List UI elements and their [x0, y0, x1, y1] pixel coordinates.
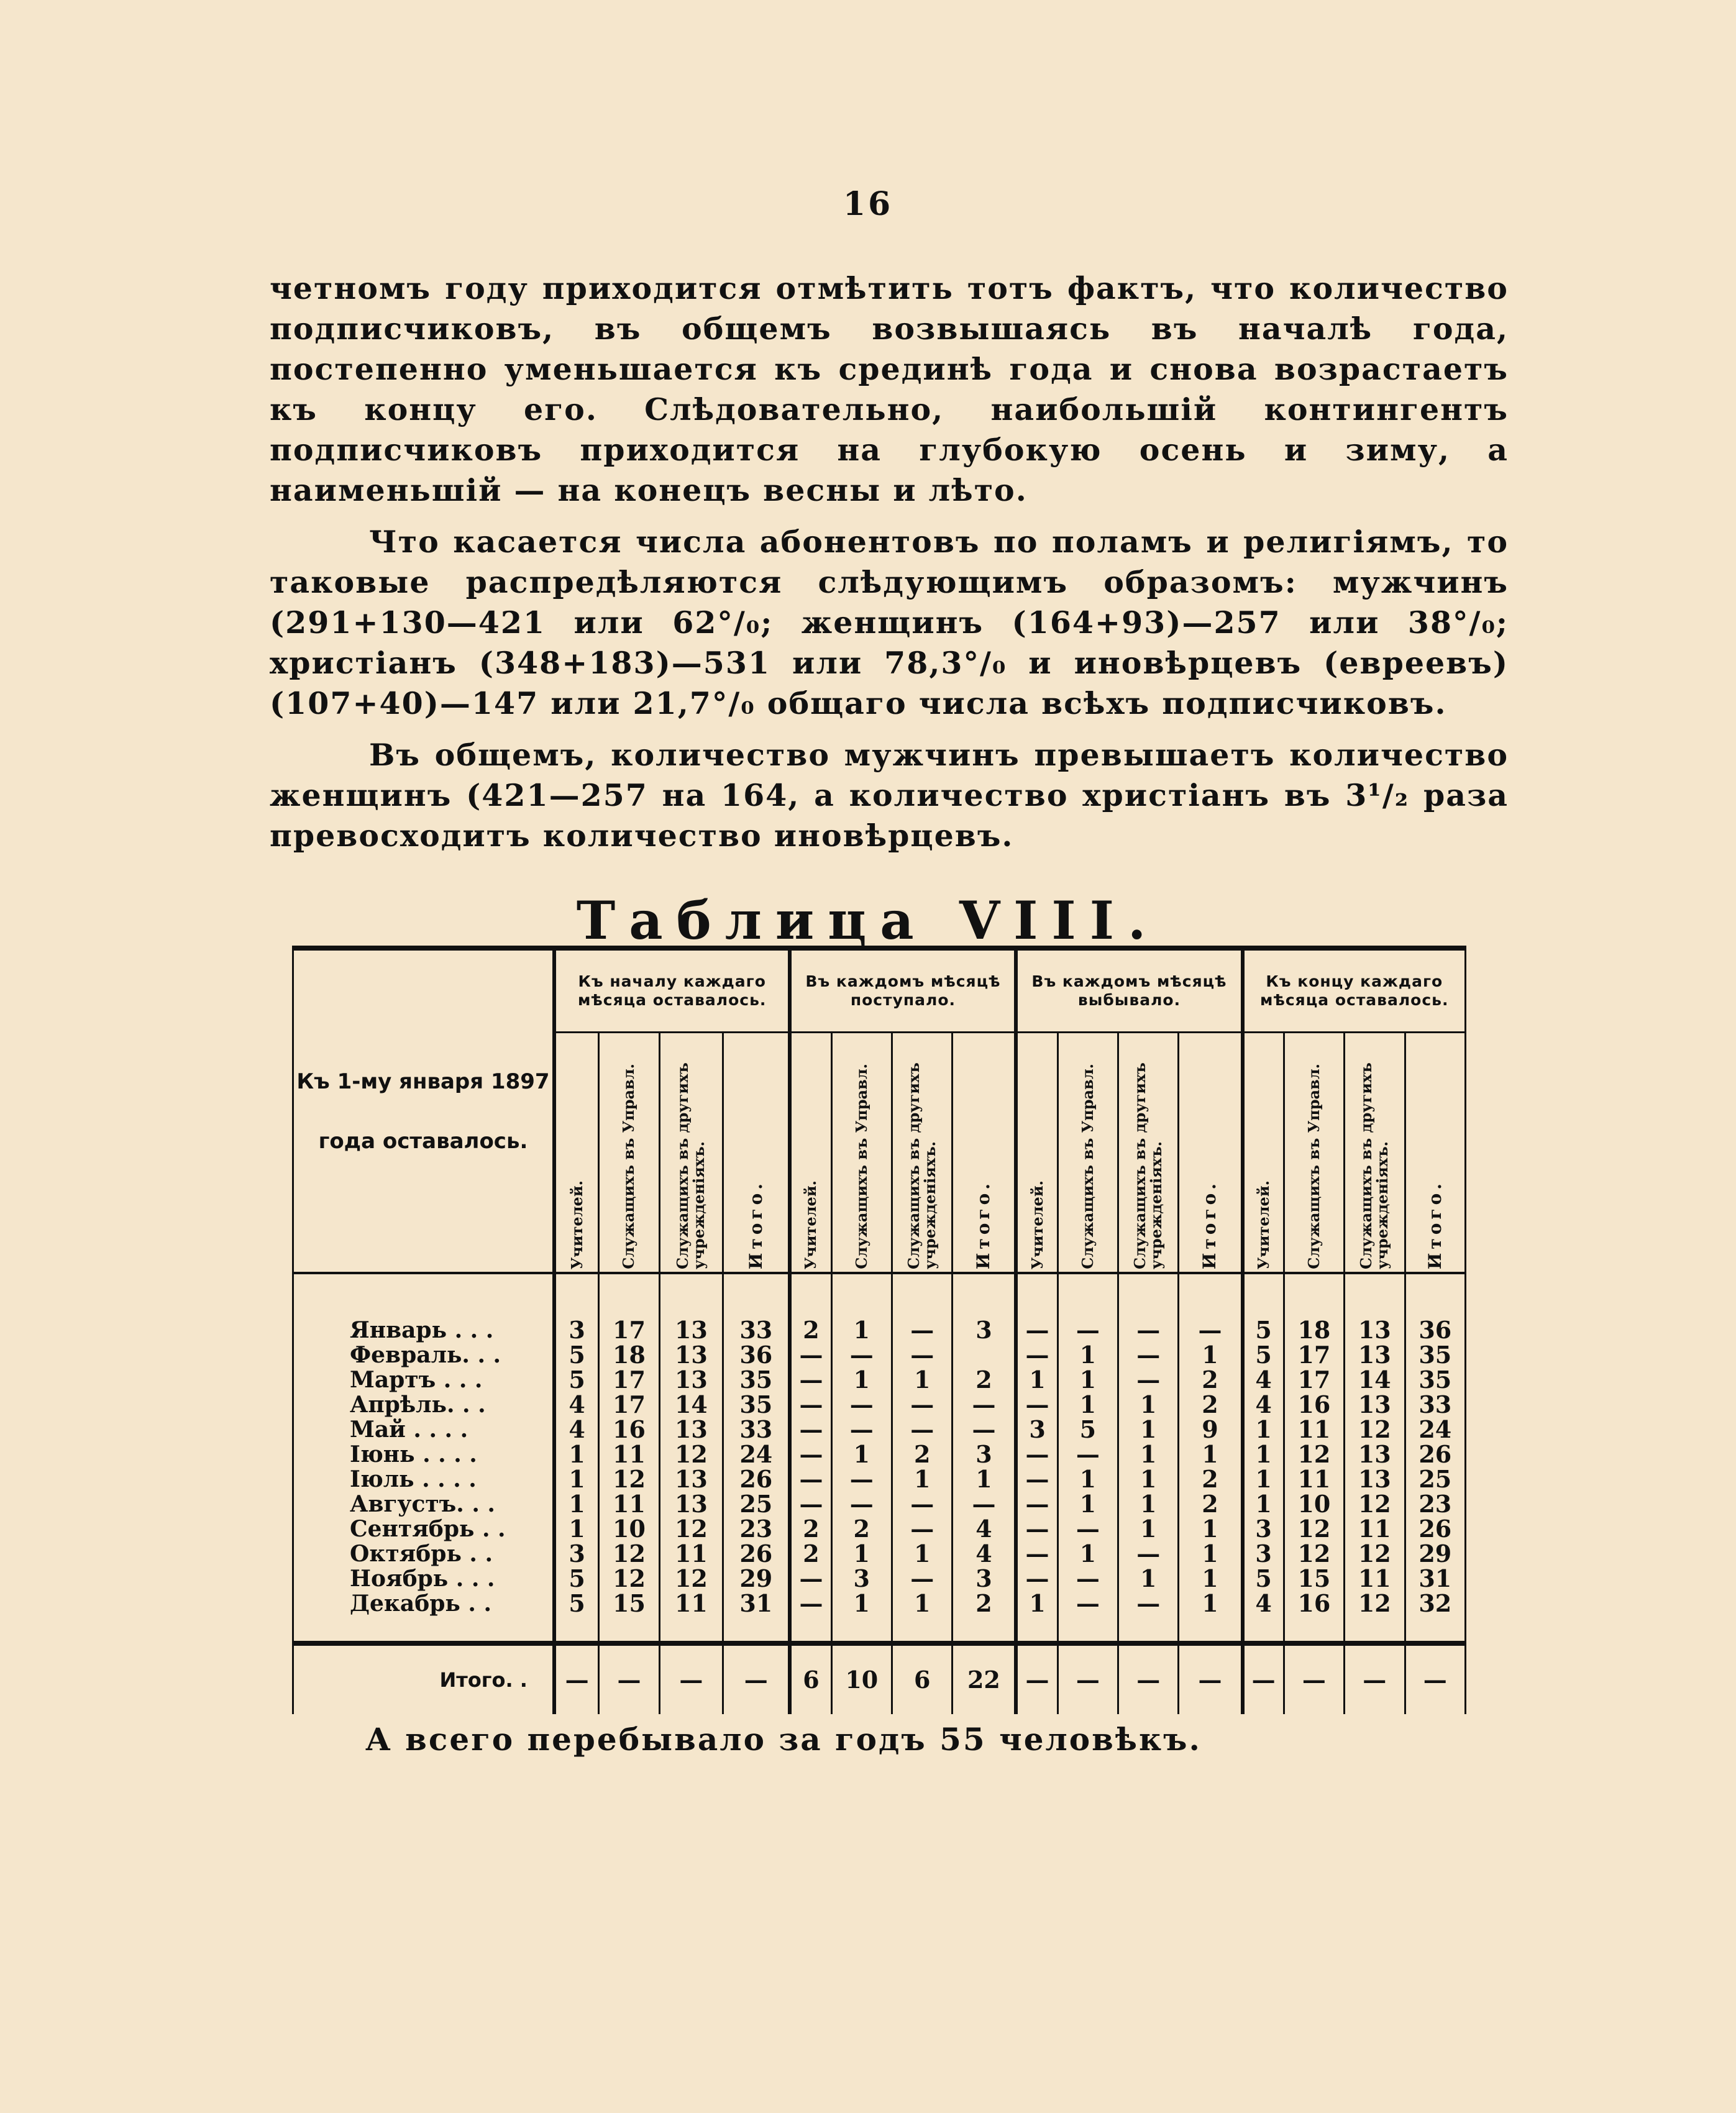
table-cell: 3 — [953, 1318, 1016, 1343]
subheader-label: Итого. — [973, 1179, 994, 1269]
body-text — [270, 268, 1509, 867]
table-cell: 1 — [1243, 1492, 1284, 1517]
table-cell: 13 — [1345, 1467, 1405, 1492]
table-cell: 1 — [1118, 1417, 1179, 1442]
table-cell: 17 — [599, 1367, 659, 1392]
table-cell: — — [1016, 1442, 1058, 1467]
subheader-label: Итого. — [1199, 1179, 1220, 1269]
table-cell: 12 — [599, 1467, 659, 1492]
table-cell: 33 — [723, 1417, 790, 1442]
table-row — [293, 1442, 1466, 1467]
subheader-label: Служащихъ въ Управл. — [1304, 1064, 1323, 1269]
table-cell: 1 — [892, 1367, 952, 1392]
row-month-label: Іюль . . . . — [293, 1467, 554, 1492]
table-cell: 3 — [1016, 1417, 1058, 1442]
subheader-total-header — [1405, 1033, 1465, 1274]
subheader-staff-management-header — [831, 1033, 892, 1274]
table-cell: 26 — [1405, 1517, 1465, 1541]
subheader-label: Учителей. — [567, 1180, 586, 1269]
subheader-teachers-header — [1016, 1033, 1058, 1274]
table-cell: 11 — [659, 1591, 723, 1616]
table-cell: 11 — [1284, 1467, 1344, 1492]
table-cell: 2 — [1179, 1392, 1243, 1417]
total-cell: — — [1243, 1643, 1284, 1714]
statistics-table-container — [292, 946, 1466, 1716]
table-cell: 13 — [1345, 1392, 1405, 1417]
table-cell: 18 — [599, 1343, 659, 1367]
spacer-row — [293, 1616, 1466, 1643]
total-cell: 6 — [790, 1643, 831, 1714]
table-cell: 2 — [831, 1517, 892, 1541]
table-cell: — — [953, 1392, 1016, 1417]
table-cell: 35 — [1405, 1343, 1465, 1367]
table-cell: — — [831, 1417, 892, 1442]
table-cell: 31 — [1405, 1566, 1465, 1591]
table-cell: — — [1016, 1392, 1058, 1417]
table-cell: — — [790, 1467, 831, 1492]
paragraph-1: четномъ году приходится отмѣтить тотъ фактъ, что количество подписчиковъ, въ общемъ возвышаясь въ началѣ года, постепенно уменьшается къ срединѣ года и снова возрастаетъ къ концу его. Слѣдовательно, наибольшій контингентъ подписчиковъ приходится на глубокую осень и зиму, а наименьшій — на конецъ весны и лѣто. — [270, 270, 1509, 508]
table-cell: 26 — [723, 1467, 790, 1492]
table-cell: — — [790, 1492, 831, 1517]
table-cell: 3 — [831, 1566, 892, 1591]
table-row — [293, 1318, 1466, 1343]
table-cell: 5 — [554, 1367, 599, 1392]
table-cell: 25 — [1405, 1467, 1465, 1492]
subheader-total-header — [723, 1033, 790, 1274]
separator-row — [293, 1273, 1466, 1318]
table-cell: 1 — [1118, 1517, 1179, 1541]
table-cell: 33 — [1405, 1392, 1465, 1417]
table-cell: 15 — [1284, 1566, 1344, 1591]
table-cell: — — [1118, 1367, 1179, 1392]
table-cell: 1 — [1179, 1442, 1243, 1467]
table-cell: 24 — [1405, 1417, 1465, 1442]
table-cell: — — [831, 1343, 892, 1367]
table-cell: 11 — [1345, 1517, 1405, 1541]
subheader-label: Служащихъ въ другихъ учрежденіяхъ. — [905, 1062, 939, 1269]
table-cell: 13 — [659, 1492, 723, 1517]
table-cell: 5 — [1243, 1318, 1284, 1343]
table-cell: 26 — [723, 1541, 790, 1566]
table-cell: 1 — [1058, 1541, 1118, 1566]
table-cell: — — [1118, 1343, 1179, 1367]
total-cell: — — [1284, 1643, 1344, 1714]
table-cell: 2 — [790, 1517, 831, 1541]
table-cell: 1 — [1118, 1392, 1179, 1417]
table-cell: 12 — [659, 1566, 723, 1591]
table-cell: 13 — [659, 1417, 723, 1442]
table-cell: 35 — [723, 1367, 790, 1392]
table-cell: 2 — [1179, 1492, 1243, 1517]
table-cell: — — [831, 1467, 892, 1492]
table-cell: 11 — [599, 1442, 659, 1467]
table-cell: 13 — [659, 1343, 723, 1367]
table-cell: 35 — [723, 1392, 790, 1417]
table-cell: 13 — [659, 1467, 723, 1492]
table-cell: 29 — [1405, 1541, 1465, 1566]
table-cell: 17 — [599, 1318, 659, 1343]
total-cell: — — [1179, 1643, 1243, 1714]
table-cell: — — [831, 1392, 892, 1417]
table-row — [293, 1517, 1466, 1541]
page-number: 16 — [843, 185, 893, 223]
subheader-staff-other-header — [1345, 1033, 1405, 1274]
subheader-label: Учителей. — [1254, 1180, 1272, 1269]
table-cell: 1 — [1058, 1343, 1118, 1367]
total-row — [293, 1643, 1466, 1714]
table-cell: 1 — [1016, 1367, 1058, 1392]
subheader-teachers-header — [554, 1033, 599, 1274]
table-cell: 18 — [1284, 1318, 1344, 1343]
table-cell: 4 — [953, 1517, 1016, 1541]
table-cell: 1 — [1118, 1442, 1179, 1467]
table-cell: 12 — [599, 1566, 659, 1591]
table-cell: 3 — [554, 1318, 599, 1343]
table-row — [293, 1367, 1466, 1392]
table-cell: — — [1118, 1591, 1179, 1616]
table-cell: 23 — [723, 1517, 790, 1541]
subheader-label: Учителей. — [1028, 1180, 1046, 1269]
table-cell: 32 — [1405, 1591, 1465, 1616]
table-cell: 9 — [1179, 1417, 1243, 1442]
total-cell: — — [599, 1643, 659, 1714]
table-cell: — — [831, 1492, 892, 1517]
subheader-total-header — [953, 1033, 1016, 1274]
table-cell: — — [1016, 1318, 1058, 1343]
table-cell: 12 — [1284, 1442, 1344, 1467]
table-cell: 12 — [659, 1442, 723, 1467]
subheader-staff-other-header — [659, 1033, 723, 1274]
table-cell: 1 — [1179, 1343, 1243, 1367]
paragraph-3: Въ общемъ, количество мужчинъ превышаетъ количество женщинъ (421—257 на 164, а количество христіанъ въ 3¹/₂ раза превосходитъ количество иновѣрцевъ. — [270, 737, 1509, 854]
table-cell: 1 — [1118, 1492, 1179, 1517]
table-cell: 2 — [790, 1541, 831, 1566]
table-cell: 11 — [1345, 1566, 1405, 1591]
table-cell: — — [1058, 1442, 1118, 1467]
subheader-label: Служащихъ въ другихъ учрежденіяхъ. — [1357, 1062, 1392, 1269]
table-cell: — — [790, 1566, 831, 1591]
subheader-teachers-header — [1243, 1033, 1284, 1274]
table-cell: 36 — [1405, 1318, 1465, 1343]
table-cell: 1 — [892, 1591, 952, 1616]
table-cell: 17 — [1284, 1367, 1344, 1392]
table-cell: 1 — [831, 1318, 892, 1343]
table-cell: 17 — [599, 1392, 659, 1417]
row-month-label: Февраль. . . — [293, 1343, 554, 1367]
table-cell: 5 — [554, 1343, 599, 1367]
table-row — [293, 1417, 1466, 1442]
table-cell: 3 — [554, 1541, 599, 1566]
table-cell: 4 — [554, 1392, 599, 1417]
subheader-staff-management-header — [1058, 1033, 1118, 1274]
row-month-label: Ноябрь . . . — [293, 1566, 554, 1591]
footer-summary: А всего перебывало за годъ 55 человѣкъ. — [365, 1721, 1202, 1758]
subheader-label: Итого. — [745, 1179, 766, 1269]
table-cell: 13 — [1345, 1343, 1405, 1367]
table-row — [293, 1343, 1466, 1367]
table-cell: — — [790, 1392, 831, 1417]
table-cell: — — [892, 1417, 952, 1442]
table-cell: — — [1058, 1318, 1118, 1343]
table-cell: 2 — [953, 1591, 1016, 1616]
table-cell: 2 — [1179, 1367, 1243, 1392]
table-cell: 5 — [1243, 1566, 1284, 1591]
total-cell: — — [554, 1643, 599, 1714]
table-cell: — — [1118, 1541, 1179, 1566]
subheader-label: Служащихъ въ другихъ учрежденіяхъ. — [1131, 1062, 1166, 1269]
table-cell: 13 — [659, 1318, 723, 1343]
table-cell: 2 — [1179, 1467, 1243, 1492]
table-cell: 1 — [1058, 1367, 1118, 1392]
subheader-label: Учителей. — [802, 1180, 820, 1269]
table-cell: 4 — [1243, 1367, 1284, 1392]
table-cell: 4 — [1243, 1591, 1284, 1616]
row-month-label: Декабрь . . — [293, 1591, 554, 1616]
total-cell: — — [659, 1643, 723, 1714]
table-cell: 11 — [599, 1492, 659, 1517]
table-cell: 1 — [554, 1517, 599, 1541]
table-cell: — — [1118, 1318, 1179, 1343]
subheader-staff-management-header — [599, 1033, 659, 1274]
table-cell: 1 — [892, 1467, 952, 1492]
subheader-label: Служащихъ въ Управл. — [619, 1064, 638, 1269]
table-cell: 23 — [1405, 1492, 1465, 1517]
row-month-label: Апрѣль. . . — [293, 1392, 554, 1417]
table-cell: — — [892, 1318, 952, 1343]
table-cell: 2 — [790, 1318, 831, 1343]
total-cell: — — [1345, 1643, 1405, 1714]
table-cell: 1 — [1118, 1467, 1179, 1492]
table-cell: 5 — [1058, 1417, 1118, 1442]
paragraph-2: Что касается числа абонентовъ по поламъ и религіямъ, то таковые распредѣляются слѣдующимъ образомъ: мужчинъ (291+130—421 или 62°/₀; женщинъ (164+93)—257 или 38°/₀; христіанъ (348+183)—531 или 78,3°/₀ и иновѣрцевъ (евреевъ) (107+40)—147 или 21,7°/₀ общаго числа всѣхъ подписчиковъ. — [270, 524, 1509, 721]
table-cell — [953, 1343, 1016, 1367]
table-cell: 1 — [554, 1467, 599, 1492]
row-month-label: Іюнь . . . . — [293, 1442, 554, 1467]
subheader-label: Служащихъ въ другихъ учрежденіяхъ. — [674, 1062, 708, 1269]
table-cell: — — [790, 1591, 831, 1616]
table-cell: 1 — [554, 1492, 599, 1517]
table-cell: 1 — [1118, 1566, 1179, 1591]
table-cell: 3 — [1243, 1517, 1284, 1541]
table-cell: 1 — [1179, 1517, 1243, 1541]
table-cell: 1 — [1058, 1467, 1118, 1492]
table-cell: — — [1016, 1492, 1058, 1517]
table-cell: 16 — [599, 1417, 659, 1442]
table-cell: 5 — [554, 1591, 599, 1616]
row-month-label: Январь . . . — [293, 1318, 554, 1343]
table-cell: 2 — [953, 1367, 1016, 1392]
table-cell: 26 — [1405, 1442, 1465, 1467]
table-cell: 12 — [1345, 1591, 1405, 1616]
total-cell: 10 — [831, 1643, 892, 1714]
table-cell: 10 — [1284, 1492, 1344, 1517]
table-cell: 1 — [1058, 1392, 1118, 1417]
subheader-staff-other-header — [1118, 1033, 1179, 1274]
table-cell: — — [1016, 1343, 1058, 1367]
row-month-label: Августъ. . . — [293, 1492, 554, 1517]
table-title: Таблица VIII. — [576, 890, 1160, 951]
table-cell: 10 — [599, 1517, 659, 1541]
table-cell: 12 — [659, 1517, 723, 1541]
table-cell: 13 — [1345, 1442, 1405, 1467]
group-header-end: Къ концу каждаго мѣсяца оставалось. — [1243, 948, 1466, 1033]
table-cell: — — [790, 1417, 831, 1442]
table-cell: — — [790, 1367, 831, 1392]
table-cell: 13 — [659, 1367, 723, 1392]
table-body — [293, 1273, 1466, 1714]
table-cell: — — [892, 1392, 952, 1417]
table-cell: 1 — [1179, 1566, 1243, 1591]
total-row-label: Итого. . — [293, 1643, 554, 1714]
row-month-label: Май . . . . — [293, 1417, 554, 1442]
table-cell: 4 — [953, 1541, 1016, 1566]
table-cell: 1 — [831, 1541, 892, 1566]
total-cell: — — [1118, 1643, 1179, 1714]
subheader-staff-other-header — [892, 1033, 952, 1274]
group-header-start: Къ началу каждаго мѣсяца оставалось. — [554, 948, 790, 1033]
table-cell: — — [1179, 1318, 1243, 1343]
stub-header: Къ 1-му января 1897 года оставалось. — [293, 948, 554, 1273]
table-cell: 1 — [1058, 1492, 1118, 1517]
table-cell: — — [892, 1517, 952, 1541]
table-cell: 3 — [1243, 1541, 1284, 1566]
table-cell: — — [892, 1343, 952, 1367]
table-cell: 1 — [1016, 1591, 1058, 1616]
table-cell: 31 — [723, 1591, 790, 1616]
table-cell: 2 — [892, 1442, 952, 1467]
table-cell: — — [1058, 1591, 1118, 1616]
table-cell: — — [892, 1492, 952, 1517]
table-cell: 36 — [723, 1343, 790, 1367]
table-cell: 35 — [1405, 1367, 1465, 1392]
table-cell: — — [953, 1492, 1016, 1517]
statistics-table — [292, 946, 1466, 1714]
table-cell: 1 — [1243, 1442, 1284, 1467]
table-cell: 25 — [723, 1492, 790, 1517]
table-cell: 12 — [1345, 1492, 1405, 1517]
total-cell: — — [723, 1643, 790, 1714]
table-cell: 13 — [1345, 1318, 1405, 1343]
group-header-arrived: Въ каждомъ мѣсяцѣ поступало. — [790, 948, 1016, 1033]
total-cell: — — [1016, 1643, 1058, 1714]
table-row — [293, 1591, 1466, 1616]
table-cell: 12 — [1284, 1541, 1344, 1566]
table-cell: 12 — [1345, 1541, 1405, 1566]
table-cell: 1 — [831, 1442, 892, 1467]
table-cell: 1 — [1179, 1591, 1243, 1616]
table-cell: 1 — [1179, 1541, 1243, 1566]
group-header-left: Въ каждомъ мѣсяцѣ выбывало. — [1016, 948, 1242, 1033]
row-month-label: Мартъ . . . — [293, 1367, 554, 1392]
table-cell: — — [1016, 1517, 1058, 1541]
table-row — [293, 1467, 1466, 1492]
table-cell: 11 — [659, 1541, 723, 1566]
row-month-label: Октябрь . . — [293, 1541, 554, 1566]
table-cell: 1 — [831, 1591, 892, 1616]
table-cell: 17 — [1284, 1343, 1344, 1367]
table-cell: 15 — [599, 1591, 659, 1616]
subheader-total-header — [1179, 1033, 1243, 1274]
table-row — [293, 1492, 1466, 1517]
table-cell: 16 — [1284, 1591, 1344, 1616]
table-cell: — — [790, 1343, 831, 1367]
total-cell: — — [1058, 1643, 1118, 1714]
table-cell: 29 — [723, 1566, 790, 1591]
subheader-label: Служащихъ въ Управл. — [852, 1064, 870, 1269]
subheader-teachers-header — [790, 1033, 831, 1274]
subheader-label: Служащихъ въ Управл. — [1078, 1064, 1097, 1269]
table-cell: 1 — [953, 1467, 1016, 1492]
table-cell: 1 — [892, 1541, 952, 1566]
table-cell: 3 — [953, 1566, 1016, 1591]
table-cell: 12 — [1345, 1417, 1405, 1442]
total-cell: 6 — [892, 1643, 952, 1714]
table-cell: 14 — [659, 1392, 723, 1417]
table-cell: 3 — [953, 1442, 1016, 1467]
total-cell: — — [1405, 1643, 1465, 1714]
table-cell: 16 — [1284, 1392, 1344, 1417]
table-cell: 4 — [1243, 1392, 1284, 1417]
table-cell: 12 — [599, 1541, 659, 1566]
table-cell: — — [892, 1566, 952, 1591]
table-cell: 12 — [1284, 1517, 1344, 1541]
table-row — [293, 1392, 1466, 1417]
table-cell: — — [1016, 1541, 1058, 1566]
table-row — [293, 1566, 1466, 1591]
table-cell: 1 — [1243, 1467, 1284, 1492]
table-cell: 1 — [554, 1442, 599, 1467]
table-cell: 5 — [1243, 1343, 1284, 1367]
table-cell: 24 — [723, 1442, 790, 1467]
total-cell: 22 — [953, 1643, 1016, 1714]
table-cell: 5 — [554, 1566, 599, 1591]
table-cell: 14 — [1345, 1367, 1405, 1392]
table-cell: — — [953, 1417, 1016, 1442]
table-cell: 1 — [831, 1367, 892, 1392]
table-cell: — — [1016, 1566, 1058, 1591]
table-cell: — — [1058, 1517, 1118, 1541]
table-cell: 1 — [1243, 1417, 1284, 1442]
table-cell: 4 — [554, 1417, 599, 1442]
table-row — [293, 1541, 1466, 1566]
subheader-label: Итого. — [1424, 1179, 1445, 1269]
table-cell: — — [1016, 1467, 1058, 1492]
table-cell: 11 — [1284, 1417, 1344, 1442]
table-cell: — — [790, 1442, 831, 1467]
table-cell: — — [1058, 1566, 1118, 1591]
table-cell: 33 — [723, 1318, 790, 1343]
row-month-label: Сентябрь . . — [293, 1517, 554, 1541]
subheader-staff-management-header — [1284, 1033, 1344, 1274]
